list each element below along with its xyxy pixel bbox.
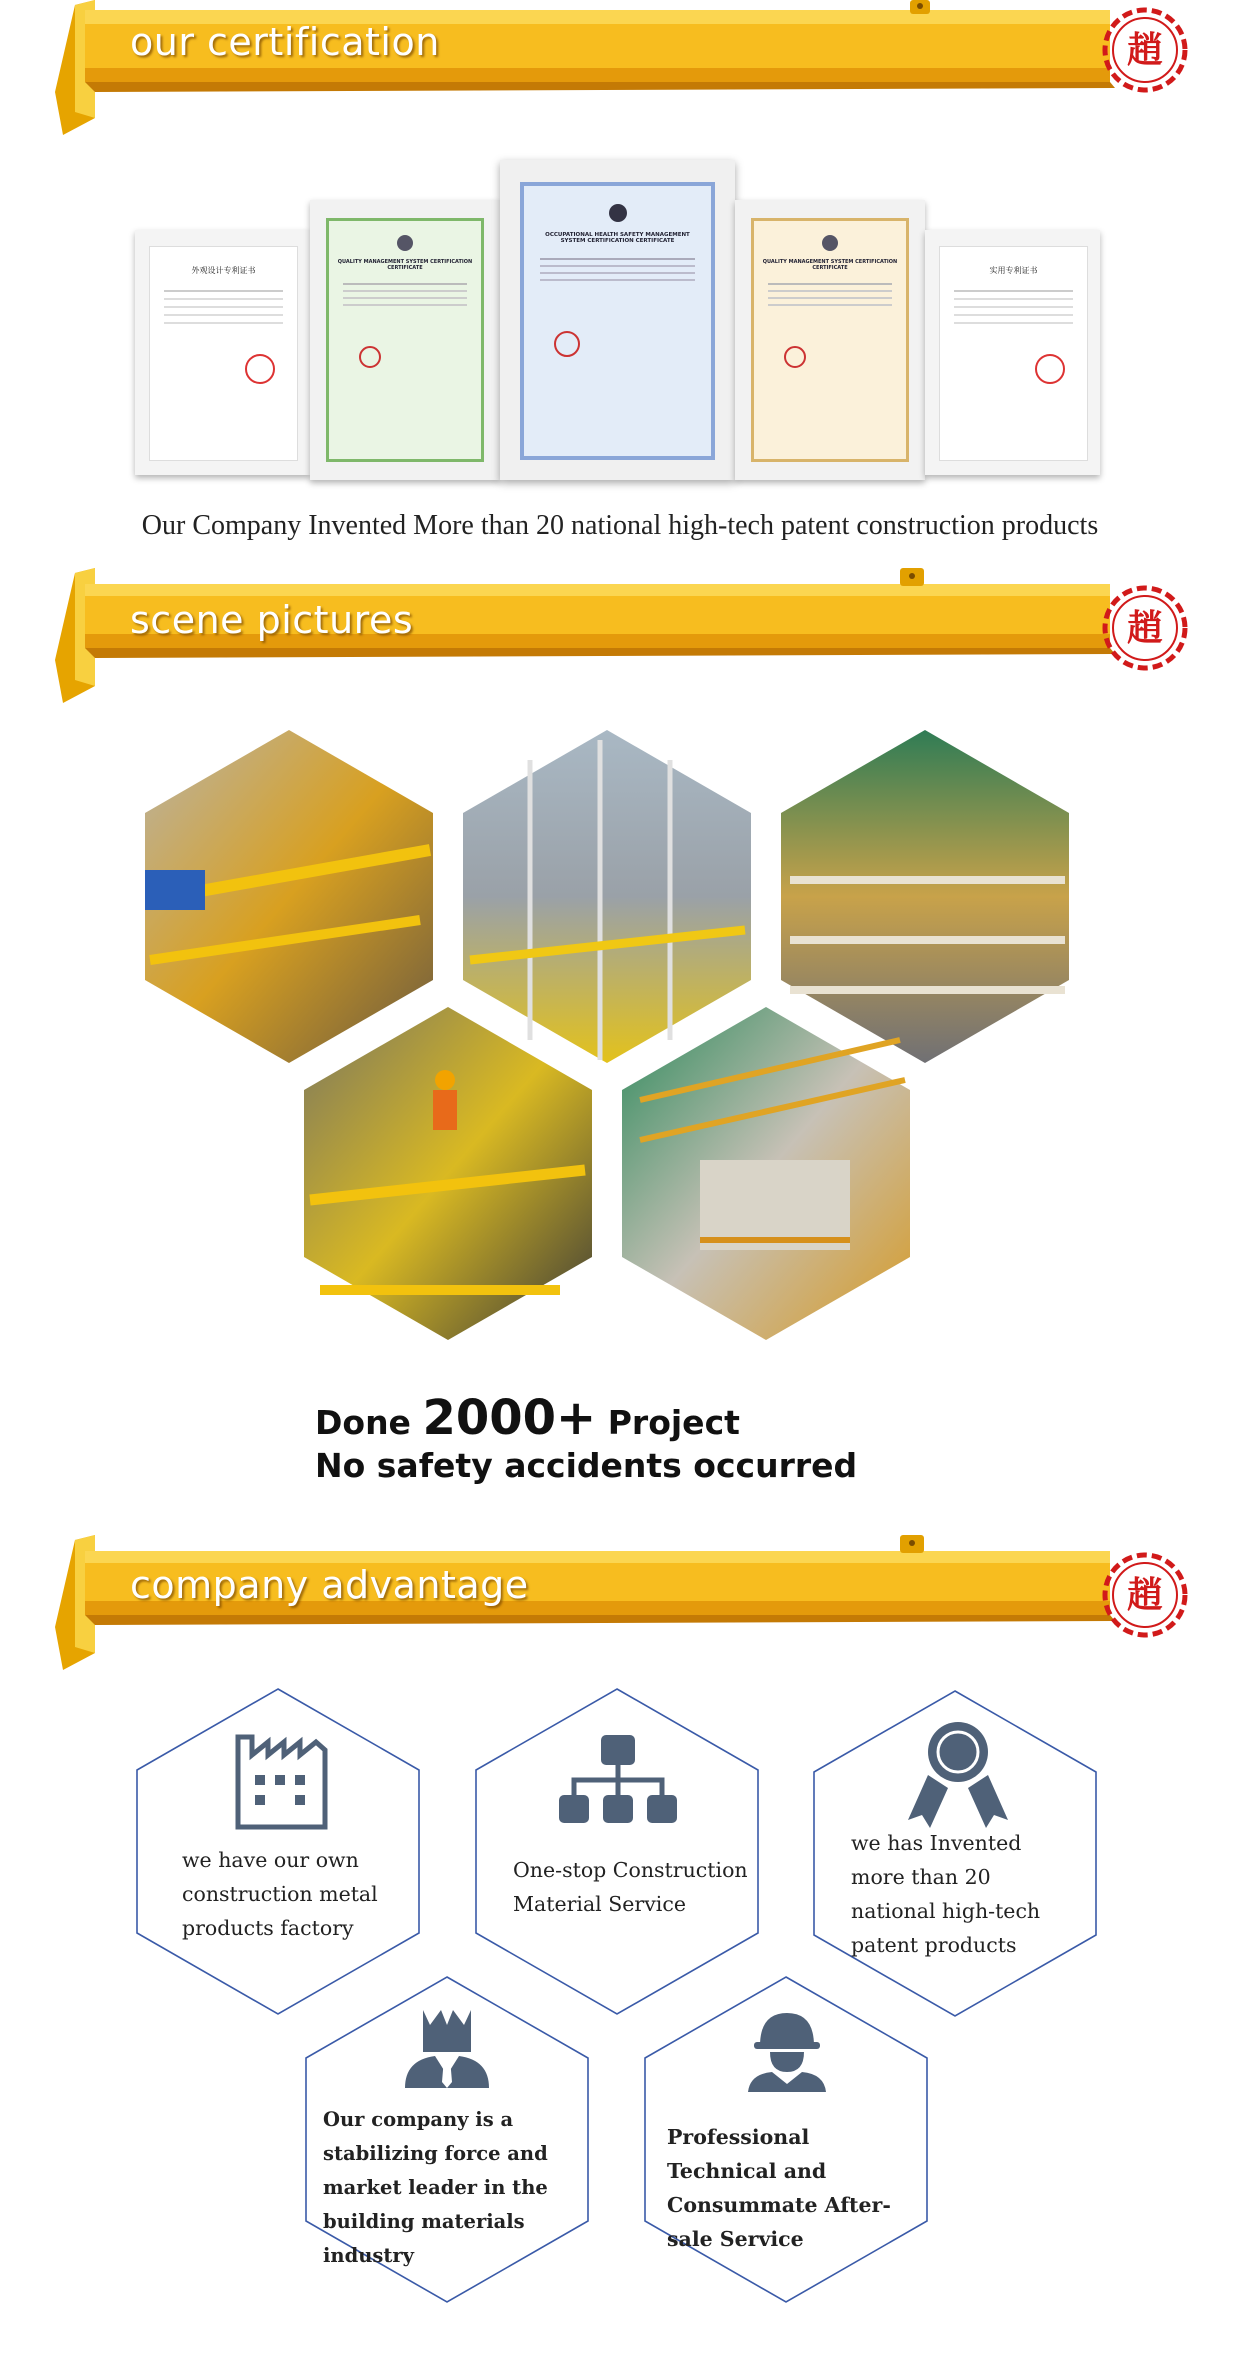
section-title: scene pictures (130, 598, 414, 642)
safety-statement: No safety accidents occurred (315, 1446, 858, 1485)
advantage-text: we has Invented more than 20 national high-tech patent products (851, 1831, 1041, 1957)
advantage-text: we have our own construction metal products factory (182, 1848, 378, 1940)
advantage-grid (0, 1680, 1240, 2320)
section-banner-advantage (55, 1535, 1200, 1670)
certificate-heading: OCCUPATIONAL HEALTH SAFETY MANAGEMENT SYSTEM CERTIFICATION CERTIFICATE (545, 232, 690, 244)
section-title: our certification (130, 20, 440, 64)
scene-photo (622, 1007, 910, 1340)
seal-logo: 趙 (1095, 1545, 1195, 1645)
certificate-heading: QUALITY MANAGEMENT SYSTEM CERTIFICATION CERTIFICATE (762, 259, 898, 271)
network-icon (559, 1735, 677, 1823)
scene-photo (304, 1007, 592, 1340)
award-ribbon-icon (908, 1722, 1008, 1828)
factory-icon (238, 1737, 325, 1827)
certificate-heading: QUALITY MANAGEMENT SYSTEM CERTIFICATION CERTIFICATE (337, 259, 473, 271)
certificate-heading: 外观设计专利证书 (191, 266, 256, 275)
scene-photo (145, 730, 433, 1063)
seal-logo: 趙 (1095, 578, 1195, 678)
project-count: 2000+ (422, 1390, 597, 1446)
project-stats (315, 1390, 858, 1486)
section-title: company advantage (130, 1563, 529, 1607)
advantage-text: Professional Technical and Consummate After-sale Service (667, 2125, 891, 2251)
engineer-helmet-icon (748, 2013, 826, 2092)
seal-logo: 趙 (1095, 0, 1195, 100)
scene-photo (463, 730, 751, 1063)
done-suffix: Project (596, 1403, 740, 1442)
advantage-text: Our company is a stabilizing force and market leader in the building materials industry (323, 2108, 548, 2267)
scene-photo (781, 730, 1069, 1063)
done-prefix: Done (315, 1403, 423, 1442)
certification-caption: Our Company Invented More than 20 national high-tech patent construction products (141, 510, 1099, 541)
crown-businessman-icon (405, 2010, 489, 2088)
advantage-text: One-stop Construction Material Service (513, 1858, 748, 1916)
certificate-heading: 实用专利证书 (989, 266, 1038, 275)
